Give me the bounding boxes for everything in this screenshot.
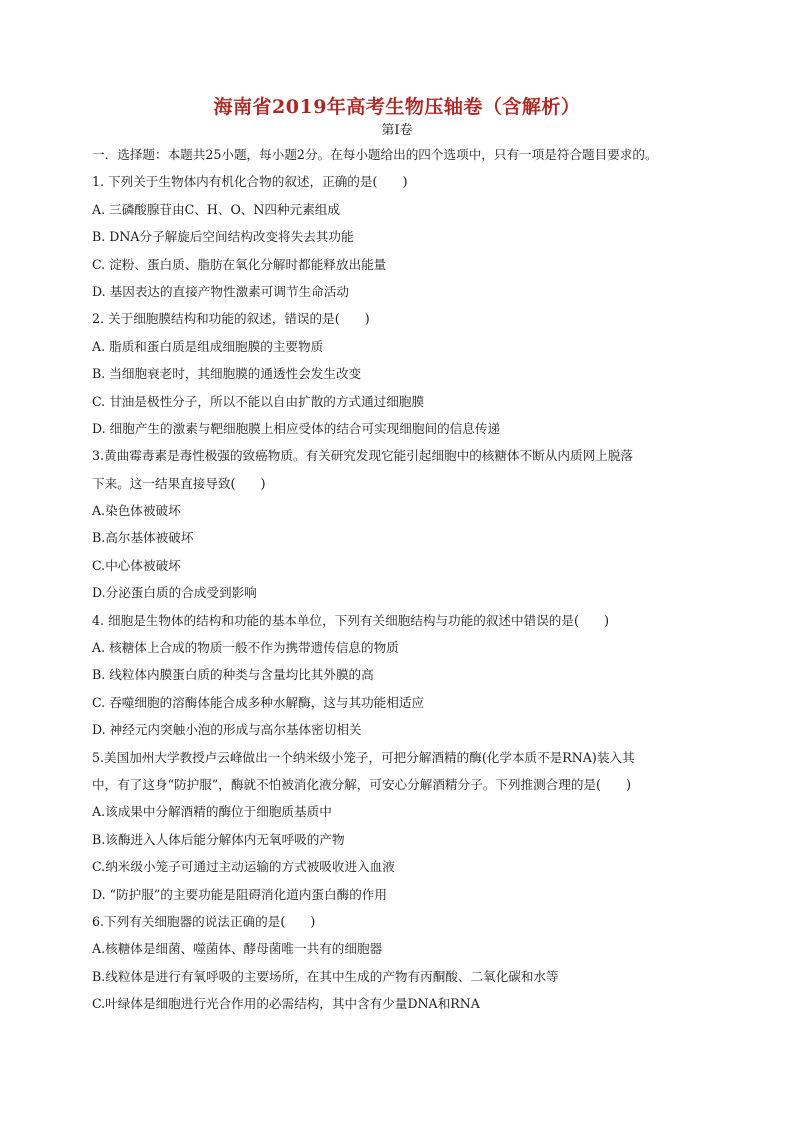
option-line: C.中心体被破坏 (92, 558, 181, 573)
option-line: B. 线粒体内膜蛋白质的种类与含量均比其外膜的高 (92, 668, 374, 683)
question-3: 3.黄曲霉毒素是毒性极强的致癌物质。有关研究发现它能引起细胞中的核糖体不断从内质网上脱落 (92, 449, 633, 464)
option-line: B. 当细胞衰老时，其细胞膜的通透性会发生改变 (92, 367, 362, 382)
question-1: 1. 下列关于生物体内有机化合物的叙述，正确的是( ) (92, 175, 408, 190)
option-line: D. 细胞产生的激素与靶细胞膜上相应受体的结合可实现细胞间的信息传递 (92, 421, 501, 436)
document-title: 海南省2019年高考生物压轴卷（含解析） (213, 96, 581, 118)
question-5: 5.美国加州大学教授卢云峰做出一个纳米级小笼子，可把分解酒精的酶(化学本质不是RNA)装入其 (92, 750, 635, 765)
option-line: B. DNA分子解旋后空间结构改变将失去其功能 (92, 230, 354, 245)
option-line: D. 神经元内突触小泡的形成与高尔基体密切相关 (92, 723, 362, 738)
option-line: D.分泌蛋白质的合成受到影响 (92, 586, 257, 601)
option-line: A. 三磷酸腺苷由C、H、O、N四种元素组成 (92, 202, 340, 217)
option-line: D. “防护服”的主要功能是阻碍消化道内蛋白酶的作用 (92, 887, 387, 902)
option-line: B.该酶进入人体后能分解体内无氧呼吸的产物 (92, 832, 345, 847)
question-3-continued: 下来。这一结果直接导致( ) (92, 476, 266, 491)
option-line: C. 甘油是极性分子，所以不能以自由扩散的方式通过细胞膜 (92, 394, 425, 409)
option-line: A. 核糖体上合成的物质一般不作为携带遗传信息的物质 (92, 641, 399, 656)
question-6: 6.下列有关细胞器的说法正确的是( ) (92, 914, 316, 929)
option-line: C.纳米级小笼子可通过主动运输的方式被吸收进入血液 (92, 860, 395, 875)
option-line: C. 淀粉、蛋白质、脂肪在氧化分解时都能释放出能量 (92, 257, 387, 272)
option-line: D. 基因表达的直接产物性激素可调节生命活动 (92, 284, 349, 299)
option-line: C.叶绿体是细胞进行光合作用的必需结构，其中含有少量DNA和RNA (92, 997, 480, 1012)
option-line: B.高尔基体被破坏 (92, 531, 194, 546)
question-5-continued: 中，有了这身“防护服”，酶就不怕被消化液分解，可安心分解酒精分子。下列推测合理的是( ) (92, 777, 632, 792)
option-line: A.染色体被破坏 (92, 504, 181, 519)
section-heading: 一．选择题：本题共25小题，每小题2分。在每小题给出的四个选项中，只有一项是符合题目要求的。 (92, 148, 658, 162)
option-line: C. 吞噬细胞的溶酶体能合成多种水解酶，这与其功能相适应 (92, 695, 425, 710)
option-line: A.该成果中分解酒精的酶位于细胞质基质中 (92, 805, 332, 820)
question-4: 4. 细胞是生物体的结构和功能的基本单位，下列有关细胞结构与功能的叙述中错误的是( ) (92, 613, 610, 628)
document-subtitle: 第I卷 (381, 123, 413, 138)
document-body (92, 148, 732, 1025)
question-2: 2. 关于细胞膜结构和功能的叙述，错误的是( ) (92, 312, 370, 327)
option-line: B.线粒体是进行有氧呼吸的主要场所，在其中生成的产物有丙酮酸、二氧化碳和水等 (92, 969, 559, 984)
option-line: A.核糖体是细菌、噬菌体、酵母菌唯一共有的细胞器 (92, 942, 383, 957)
option-line: A. 脂质和蛋白质是组成细胞膜的主要物质 (92, 339, 324, 354)
